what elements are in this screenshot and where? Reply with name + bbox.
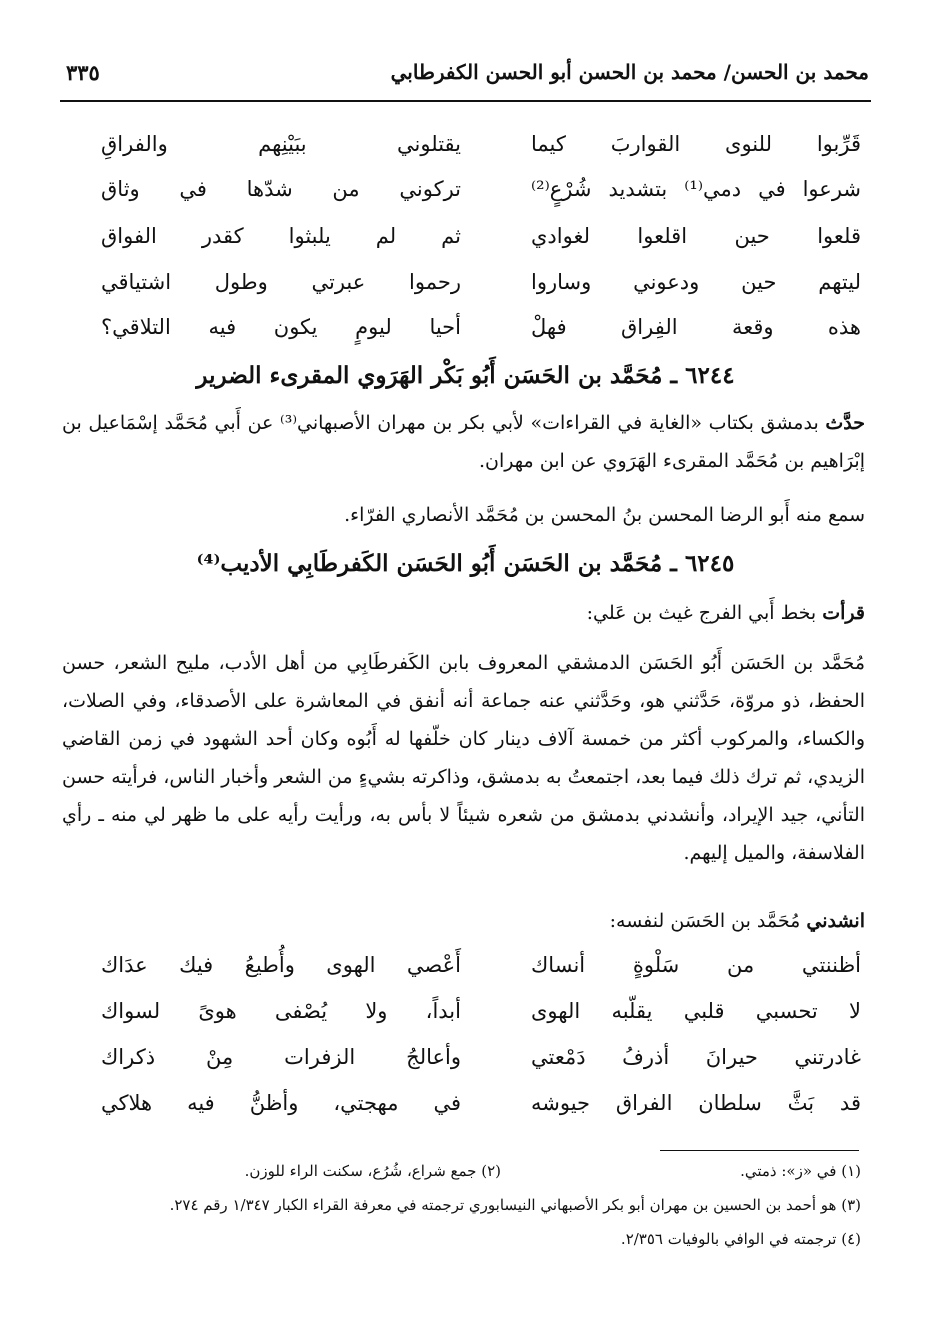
paragraph-text: مُحَمَّد بن الحَسَن أَبُو الحَسَن الدمشقي المعروف بابن الكَفرطَابِي من أهل الأدب، مليح الشعر، حسن الحفظ، ذو مروّة، حَدَّثني هو، وحَدَّثني عنه جماعة أنه أنفق في المعاشرة على الأصدقاء، وفي الصلات، والكساء، والمركوب أكثر من خمسة آلاف دينار كان خلّفها له أَبُوه وكان أحد الشهود في زمن القاضي الزيدي، ثم ترك ذلك فيما بعد، اجتمعتُ به بدمشق، وذاكرته بشيءٍ من الشعر وأخبار الناس، فرأيته حسن التأني، جيد الإيراد، وأنشدني بدمشق من شعره شيئاً لا بأس به، ورأيت رأيه على ما ظهر لي منه ـ رأي الفلاسفة، والميل إليهم. xyxy=(62,652,865,864)
paragraph-text: بخط أَبي الفرج غيث بن عَلي: xyxy=(586,602,823,624)
verse-hemistich-right: لا تحسبي قلبي يقلّبه الهوى xyxy=(531,999,861,1023)
verse-hemistich-right: أظننتي من سَلْوةٍ أنساك xyxy=(531,953,861,977)
entry-6244-paragraph-1 xyxy=(62,404,865,480)
verse-hemistich-left: وأعالجُ الزفرات مِنْ ذكراك xyxy=(101,1045,461,1069)
verse-hemistich-left: أَعْصي الهوى وأُطيعُ فيك عدَاك xyxy=(101,953,461,977)
entry-6245-paragraph-2 xyxy=(62,644,865,872)
entry-6244-heading: ٦٢٤٤ ـ مُحَمَّد بن الحَسَن أَبُو بَكْر الهَرَوي المقرىء الضرير xyxy=(196,362,735,389)
verse-hemistich-left: تركوني من شدّها في وثاق xyxy=(101,177,461,201)
verse-hemistich-right: غادرتني حيرانَ أذرفُ دَمْعتي xyxy=(531,1045,861,1069)
paragraph-text: مُحَمَّد بن الحَسَن لنفسه: xyxy=(609,910,807,932)
entry-6245-heading: ٦٢٤٥ ـ مُحَمَّد بن الحَسَن أَبُو الحَسَن الكَفرطَابِي الأديب⁽⁴⁾ xyxy=(196,550,735,577)
paragraph-lead-word: قرأت xyxy=(822,602,865,624)
verse-hemistich-right: قَرِّبوا للنوى القواربَ كيما xyxy=(531,132,861,156)
verse-hemistich-left: رحموا عبرتي وطول اشتياقي xyxy=(101,270,461,294)
entry-6245-paragraph-3 xyxy=(62,902,865,940)
entry-6245-paragraph-1 xyxy=(62,594,865,632)
verse-hemistich-left: في مهجتي، وأظنُّ فيه هلاكي xyxy=(101,1091,461,1115)
running-header-title: محمد بن الحسن/ محمد بن الحسن أبو الحسن الكفرطابي xyxy=(390,60,869,84)
entry-6244-paragraph-2 xyxy=(62,496,865,534)
verse-hemistich-right: هذه وقعة الفِراق فهلْ xyxy=(531,315,861,339)
verse-hemistich-right: قد بَثَّ سلطان الفراق جيوشه xyxy=(531,1091,861,1115)
verse-hemistich-right: ليتهم حين ودعوني وساروا xyxy=(531,270,861,294)
footnote-1: (١) في «ز»: ذمتي. xyxy=(740,1162,861,1180)
page-number: ٣٣٥ xyxy=(66,60,100,85)
verse-hemistich-right: قلعوا حين اقلعوا لغوادي xyxy=(531,224,861,248)
footnote-4: (٤) ترجمته في الوافي بالوفيات ٢/٣٥٦. xyxy=(620,1230,861,1248)
footnote-3: (٣) هو أحمد بن الحسين بن مهران أبو بكر الأصبهاني النيسابوري ترجمته في معرفة القراء الكبار ١/٣٤٧ رقم ٢٧٤. xyxy=(169,1196,861,1214)
verse-hemistich-left: أحيا ليومٍ يكون فيه التلاقي؟ xyxy=(101,315,461,339)
header-divider xyxy=(60,100,871,102)
paragraph-lead-word: حدَّث xyxy=(825,412,865,434)
verse-hemistich-left: أبداً، ولا يُصْفى هوىً لسواك xyxy=(101,999,461,1023)
verse-hemistich-left: ثم لم يلبثوا كقدر الفواق xyxy=(101,224,461,248)
footnote-2: (٢) جمع شراع، شُرُع، سكنت الراء للوزن. xyxy=(244,1162,501,1180)
verse-hemistich-right: شرعوا في دمي⁽¹⁾ بتشديد شُرْعٍ⁽²⁾ xyxy=(531,177,861,201)
paragraph-text: بدمشق بكتاب «الغاية في القراءات» لأبي بكر بن مهران الأصبهاني⁽³⁾ عن أَبي مُحَمَّد إسْمَاعيل بن إبْرَاهيم بن مُحَمَّد المقرىء الهَرَوي عن ابن مهران. xyxy=(62,412,865,472)
paragraph-text: سمع منه أَبو الرضا المحسن بنُ المحسن بن مُحَمَّد الأنصاري الفرّاء. xyxy=(344,504,865,526)
verse-hemistich-left: يقتلوني ببَيْنِهم والفراقِ xyxy=(101,132,461,156)
footnote-divider xyxy=(660,1150,859,1151)
paragraph-lead-word: انشدني xyxy=(806,910,865,932)
